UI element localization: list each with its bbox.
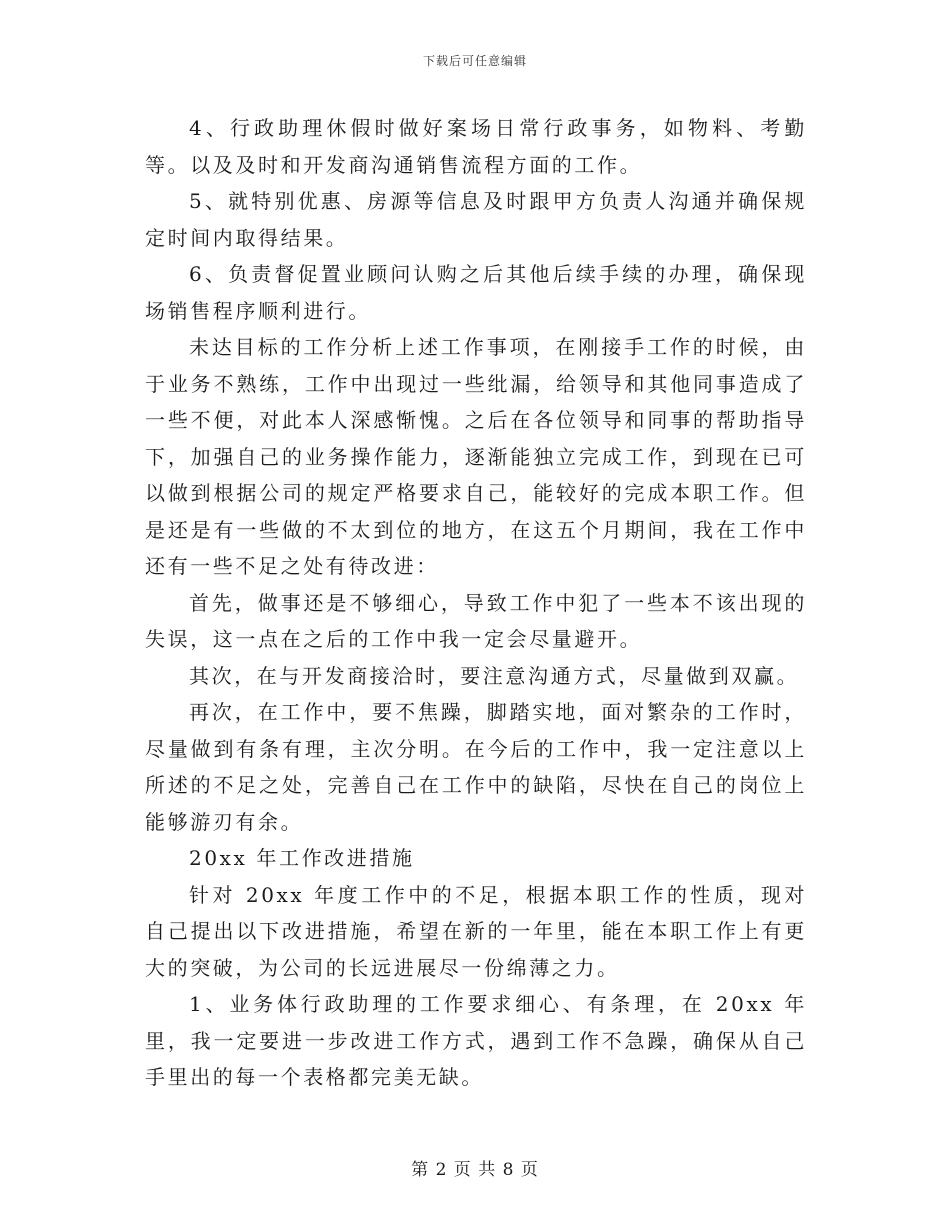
page-footer: 第 2 页 共 8 页 [411, 1160, 539, 1180]
paragraph-measure-1: 1、业务体行政助理的工作要求细心、有条理，在 20xx 年里，我一定要进一步改进工作方式，遇到工作不急躁，确保从自己手里出的每一个表格都完美无缺。 [145, 992, 807, 1089]
paragraph-analysis: 未达目标的工作分析上述工作事项，在刚接手工作的时候，由于业务不熟练，工作中出现过一些纰漏，给领导和其他同事造成了一些不便，对此本人深感惭愧。之后在各位领导和同事的帮助指导下，加强自己的业务操作能力，逐渐能独立完成工作，到现在已可以做到根据公司的规定严格要求自己，能较好的完成本职工作。但是还是有一些做的不太到位的地方，在这五个月期间，我在工作中还有一些不足之处有待改进： [145, 335, 807, 578]
document-body [145, 110, 807, 1096]
paragraph-second: 其次，在与开发商接洽时，要注意沟通方式，尽量做到双赢。 [189, 663, 800, 688]
section-heading: 20xx 年工作改进措施 [189, 846, 415, 870]
paragraph-item-4: 4、行政助理休假时做好案场日常行政事务，如物料、考勤等。以及及时和开发商沟通销售流程方面的工作。 [145, 116, 807, 177]
paragraph-item-6: 6、负责督促置业顾问认购之后其他后续手续的办理，确保现场销售程序顺利进行。 [145, 262, 807, 323]
page-header: 下载后可任意编辑 [422, 54, 527, 68]
paragraph-item-5: 5、就特别优惠、房源等信息及时跟甲方负责人沟通并确保规定时间内取得结果。 [145, 189, 807, 250]
paragraph-third: 再次，在工作中，要不焦躁，脚踏实地，面对繁杂的工作时，尽量做到有条有理，主次分明。在今后的工作中，我一定注意以上所述的不足之处，完善自己在工作中的缺陷，尽快在自己的岗位上能够游刃有余。 [145, 700, 807, 834]
paragraph-intro-measures: 针对 20xx 年度工作中的不足，根据本职工作的性质，现对自己提出以下改进措施，希望在新的一年里，能在本职工作上有更大的突破，为公司的长远进展尽一份绵薄之力。 [145, 882, 807, 980]
paragraph-first: 首先，做事还是不够细心，导致工作中犯了一些本不该出现的失误，这一点在之后的工作中我一定会尽量避开。 [145, 590, 807, 651]
